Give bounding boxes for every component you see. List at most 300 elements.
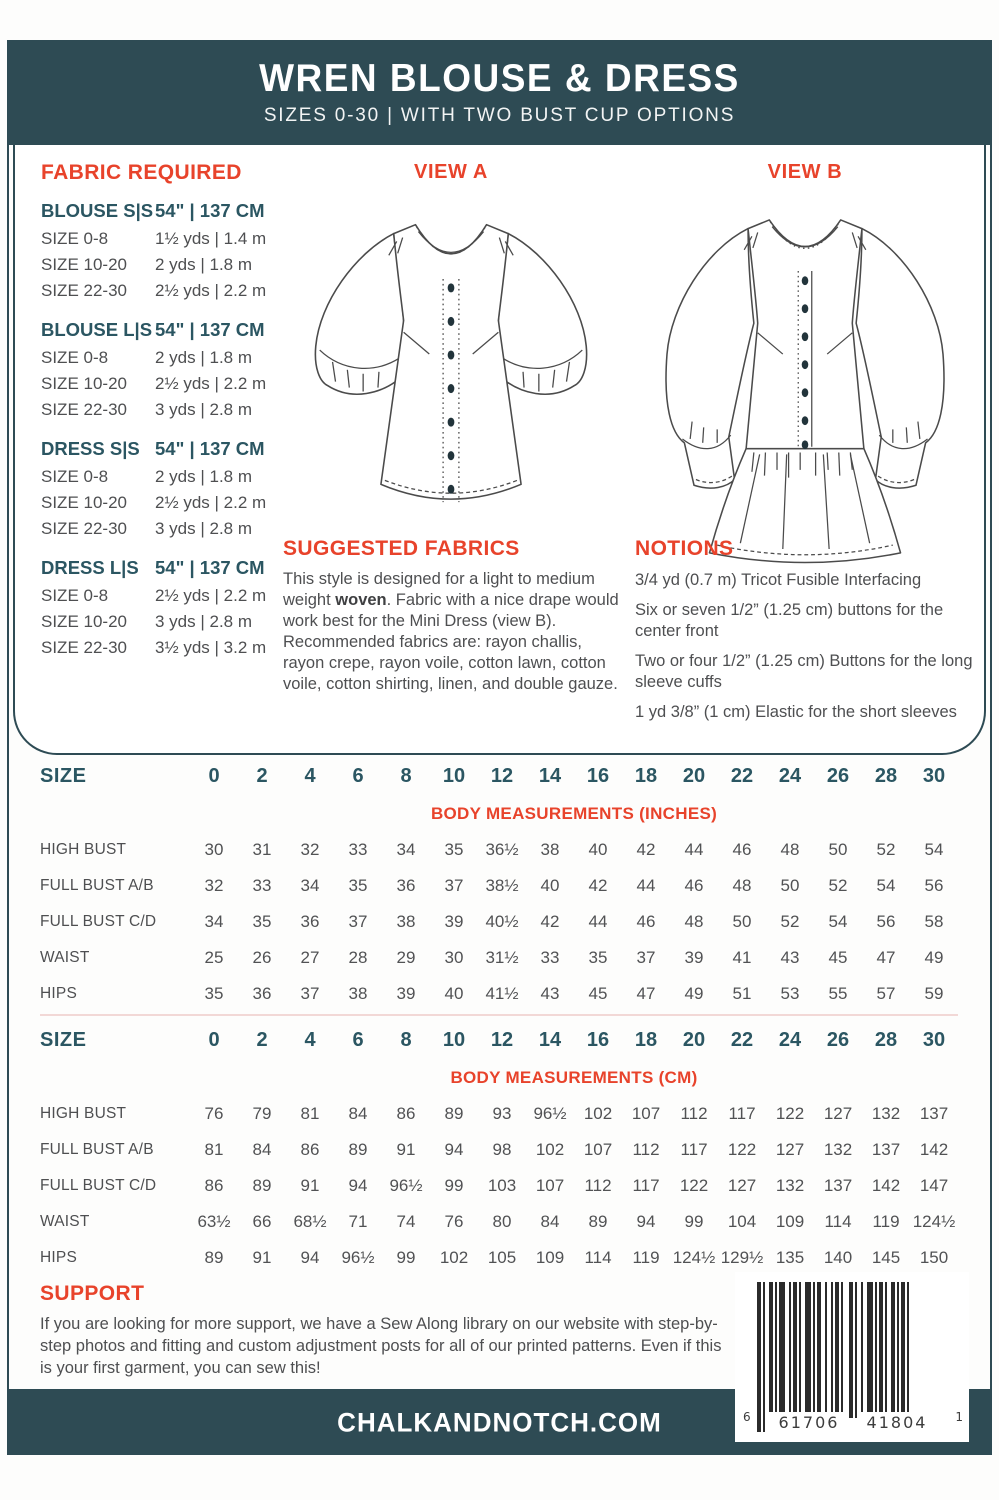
measurement-value: 27 bbox=[300, 948, 320, 967]
measurement-value: 122 bbox=[775, 1104, 805, 1123]
measurement-value: 51 bbox=[732, 984, 752, 1003]
fabric-group-name: DRESS S|S bbox=[41, 438, 140, 459]
fabric-yardage: 3 yds | 2.8 m bbox=[155, 519, 253, 538]
fabric-row bbox=[41, 516, 281, 542]
measurement-label: HIPS bbox=[40, 985, 77, 1002]
suggested-fabrics-text bbox=[283, 569, 619, 695]
measurement-value: 109 bbox=[535, 1248, 565, 1267]
table-section-title-row bbox=[40, 1060, 958, 1096]
measurement-value: 52 bbox=[876, 840, 896, 859]
size-column-header: 24 bbox=[778, 1028, 802, 1051]
size-column-header: 22 bbox=[730, 1028, 754, 1051]
measurement-value: 38½ bbox=[485, 876, 519, 895]
size-column-header: 0 bbox=[208, 764, 220, 787]
measurement-value: 39 bbox=[444, 912, 464, 931]
measurement-value: 80 bbox=[492, 1212, 512, 1231]
measurement-value: 34 bbox=[204, 912, 224, 931]
fabric-yardage: 1½ yds | 1.4 m bbox=[155, 229, 267, 248]
fabric-row bbox=[41, 635, 281, 661]
measurement-value: 66 bbox=[252, 1212, 272, 1231]
measurement-value: 32 bbox=[204, 876, 224, 895]
view-a-section bbox=[281, 161, 621, 525]
measurement-value: 35 bbox=[252, 912, 272, 931]
measurement-value: 68½ bbox=[293, 1212, 327, 1231]
measurement-row bbox=[40, 1096, 958, 1132]
size-column-header: 30 bbox=[922, 1028, 946, 1051]
measurement-value: 119 bbox=[872, 1212, 900, 1231]
measurement-value: 94 bbox=[300, 1248, 320, 1267]
fabric-group-header bbox=[41, 200, 281, 222]
measurement-value: 49 bbox=[684, 984, 704, 1003]
measurement-row bbox=[40, 1168, 958, 1204]
measurement-label: FULL BUST C/D bbox=[40, 1177, 157, 1194]
measurement-label: HIGH BUST bbox=[40, 1105, 127, 1122]
measurement-value: 74 bbox=[396, 1212, 416, 1231]
measurement-value: 107 bbox=[583, 1140, 613, 1159]
fabric-yardage: 2 yds | 1.8 m bbox=[155, 348, 253, 367]
size-header-label: SIZE bbox=[40, 764, 87, 787]
measurement-value: 147 bbox=[919, 1176, 949, 1195]
measurement-value: 41½ bbox=[485, 984, 519, 1003]
measurement-value: 98 bbox=[492, 1140, 512, 1159]
fabric-group-name: DRESS L|S bbox=[41, 557, 139, 578]
fabric-row bbox=[41, 226, 281, 252]
suggested-fabrics-bold-word: woven bbox=[335, 591, 387, 609]
measurement-value: 137 bbox=[919, 1104, 949, 1123]
size-column-header: 14 bbox=[538, 764, 562, 787]
measurement-value: 38 bbox=[540, 840, 560, 859]
measurement-row bbox=[40, 1240, 958, 1276]
measurement-value: 96½ bbox=[533, 1104, 567, 1123]
measurement-value: 114 bbox=[824, 1212, 852, 1231]
measurement-value: 137 bbox=[871, 1140, 901, 1159]
measurement-value: 40½ bbox=[485, 912, 519, 931]
measurement-value: 36½ bbox=[485, 840, 519, 859]
fabric-group bbox=[41, 557, 281, 661]
measurement-value: 55 bbox=[828, 984, 848, 1003]
measurement-value: 89 bbox=[444, 1104, 464, 1123]
measurement-value: 81 bbox=[204, 1140, 224, 1159]
fabric-yardage: 3 yds | 2.8 m bbox=[155, 612, 253, 631]
size-column-header: 6 bbox=[352, 764, 364, 787]
measurement-value: 71 bbox=[348, 1212, 368, 1231]
view-a-label: VIEW A bbox=[414, 161, 488, 183]
measurement-value: 127 bbox=[775, 1140, 805, 1159]
measurement-row bbox=[40, 904, 958, 940]
size-column-header: 12 bbox=[490, 1028, 514, 1051]
measurement-value: 52 bbox=[780, 912, 800, 931]
measurement-value: 50 bbox=[780, 876, 800, 895]
suggested-fabrics-intro: This style is designed for a light to medium weight bbox=[283, 570, 595, 609]
measurement-value: 76 bbox=[444, 1212, 464, 1231]
measurement-value: 132 bbox=[823, 1140, 853, 1159]
fabric-size-range: SIZE 0-8 bbox=[41, 467, 109, 486]
fabric-groups bbox=[41, 200, 281, 661]
fabric-group-header bbox=[41, 557, 281, 579]
fabric-yardage: 2½ yds | 2.2 m bbox=[155, 374, 267, 393]
fabric-required-section bbox=[41, 161, 281, 661]
measurement-value: 93 bbox=[492, 1104, 512, 1123]
fabric-size-range: SIZE 0-8 bbox=[41, 229, 109, 248]
fabric-group-header bbox=[41, 438, 281, 460]
fabric-size-range: SIZE 0-8 bbox=[41, 586, 109, 605]
notions-heading: NOTIONS bbox=[635, 537, 734, 560]
measurement-value: 105 bbox=[487, 1248, 517, 1267]
measurement-value: 33 bbox=[540, 948, 560, 967]
measurement-value: 42 bbox=[636, 840, 656, 859]
measurement-value: 150 bbox=[919, 1248, 949, 1267]
fabric-group-header bbox=[41, 319, 281, 341]
measurement-value: 107 bbox=[535, 1176, 565, 1195]
measurement-value: 127 bbox=[727, 1176, 757, 1195]
measurement-value: 107 bbox=[631, 1104, 661, 1123]
notion-item: Six or seven 1/2” (1.25 cm) buttons for the center front bbox=[635, 601, 944, 640]
fabric-row bbox=[41, 278, 281, 304]
view-b-section bbox=[625, 161, 985, 581]
measurement-value: 53 bbox=[780, 984, 800, 1003]
fabric-row bbox=[41, 464, 281, 490]
notions-section bbox=[635, 537, 983, 723]
measurement-value: 129½ bbox=[720, 1248, 764, 1267]
fabric-row bbox=[41, 583, 281, 609]
measurement-value: 119 bbox=[632, 1248, 660, 1267]
measurement-label: WAIST bbox=[40, 949, 90, 966]
measurement-value: 58 bbox=[924, 912, 944, 931]
measurement-value: 96½ bbox=[389, 1176, 423, 1195]
measurement-value: 84 bbox=[252, 1140, 272, 1159]
size-column-header: 24 bbox=[778, 764, 802, 787]
measurement-row bbox=[40, 1204, 958, 1240]
fabric-group bbox=[41, 200, 281, 304]
measurement-value: 79 bbox=[252, 1104, 272, 1123]
fabric-group-name: BLOUSE L|S bbox=[41, 319, 153, 340]
fabric-size-range: SIZE 0-8 bbox=[41, 348, 109, 367]
fabric-size-range: SIZE 22-30 bbox=[41, 281, 127, 300]
measurement-value: 89 bbox=[252, 1176, 272, 1195]
measurement-value: 103 bbox=[487, 1176, 517, 1195]
measurement-value: 44 bbox=[684, 840, 704, 859]
fabric-row bbox=[41, 345, 281, 371]
measurement-value: 86 bbox=[204, 1176, 224, 1195]
measurement-value: 84 bbox=[348, 1104, 368, 1123]
fabric-row bbox=[41, 397, 281, 423]
measurement-value: 37 bbox=[444, 876, 464, 895]
measurement-value: 50 bbox=[828, 840, 848, 859]
measurement-value: 117 bbox=[680, 1140, 708, 1159]
measurement-row bbox=[40, 940, 958, 976]
measurement-value: 102 bbox=[439, 1248, 469, 1267]
measurement-value: 37 bbox=[348, 912, 368, 931]
measurement-value: 47 bbox=[636, 984, 656, 1003]
size-column-header: 14 bbox=[538, 1028, 562, 1051]
fabric-group bbox=[41, 438, 281, 542]
view-b-label: VIEW B bbox=[767, 161, 843, 183]
size-column-header: 26 bbox=[826, 1028, 850, 1051]
measurement-value: 104 bbox=[727, 1212, 757, 1231]
fabric-row bbox=[41, 252, 281, 278]
table-section-title: BODY MEASUREMENTS (CM) bbox=[450, 1068, 698, 1087]
measurement-value: 41 bbox=[732, 948, 752, 967]
measurement-value: 132 bbox=[871, 1104, 901, 1123]
size-column-header: 8 bbox=[400, 764, 412, 787]
measurement-value: 31 bbox=[252, 840, 272, 859]
website-url: CHALKANDNOTCH.COM bbox=[337, 1405, 662, 1438]
measurement-value: 56 bbox=[876, 912, 896, 931]
measurement-label: HIGH BUST bbox=[40, 841, 127, 858]
fabric-group-name: BLOUSE S|S bbox=[41, 200, 154, 221]
size-column-header: 20 bbox=[682, 764, 706, 787]
measurement-table bbox=[40, 756, 958, 1012]
measurement-value: 40 bbox=[588, 840, 608, 859]
notion-item: 3/4 yd (0.7 m) Tricot Fusible Interfacing bbox=[635, 571, 922, 589]
measurement-value: 33 bbox=[252, 876, 272, 895]
size-column-header: 28 bbox=[874, 764, 898, 787]
measurement-label: FULL BUST C/D bbox=[40, 913, 157, 930]
measurement-value: 40 bbox=[540, 876, 560, 895]
size-column-header: 6 bbox=[352, 1028, 364, 1051]
measurement-value: 117 bbox=[728, 1104, 756, 1123]
size-column-header: 2 bbox=[256, 1028, 268, 1051]
measurement-value: 89 bbox=[204, 1248, 224, 1267]
size-column-header: 4 bbox=[304, 1028, 316, 1051]
measurement-value: 39 bbox=[684, 948, 704, 967]
barcode-digits-group1: 61706 bbox=[769, 1412, 849, 1434]
measurement-value: 48 bbox=[732, 876, 752, 895]
measurement-value: 59 bbox=[924, 984, 944, 1003]
size-column-header: 8 bbox=[400, 1028, 412, 1051]
measurement-value: 35 bbox=[588, 948, 608, 967]
fabric-yardage: 2½ yds | 2.2 m bbox=[155, 493, 267, 512]
size-header-label: SIZE bbox=[40, 1028, 87, 1051]
measurement-value: 46 bbox=[636, 912, 656, 931]
size-column-header: 10 bbox=[442, 1028, 466, 1051]
barcode-suffix-digit: 1 bbox=[955, 1410, 963, 1424]
measurement-value: 122 bbox=[679, 1176, 709, 1195]
measurement-value: 43 bbox=[780, 948, 800, 967]
measurement-value: 91 bbox=[300, 1176, 320, 1195]
measurement-value: 137 bbox=[823, 1176, 853, 1195]
measurement-value: 54 bbox=[876, 876, 896, 895]
measurement-value: 32 bbox=[300, 840, 320, 859]
measurement-label: WAIST bbox=[40, 1213, 90, 1230]
fabric-yardage: 3 yds | 2.8 m bbox=[155, 400, 253, 419]
measurement-value: 48 bbox=[684, 912, 704, 931]
size-column-header: 30 bbox=[922, 764, 946, 787]
measurement-value: 102 bbox=[583, 1104, 613, 1123]
measurement-value: 99 bbox=[396, 1248, 416, 1267]
measurement-value: 81 bbox=[300, 1104, 320, 1123]
view-a-illustration bbox=[298, 190, 604, 520]
measurement-value: 45 bbox=[588, 984, 608, 1003]
measurement-value: 140 bbox=[823, 1248, 853, 1267]
header-band bbox=[7, 40, 992, 145]
measurement-value: 145 bbox=[871, 1248, 901, 1267]
fabric-yardage: 2 yds | 1.8 m bbox=[155, 255, 253, 274]
size-column-header: 18 bbox=[634, 764, 658, 787]
measurement-value: 142 bbox=[871, 1176, 901, 1195]
fabric-yardage: 2 yds | 1.8 m bbox=[155, 467, 253, 486]
measurement-value: 42 bbox=[540, 912, 560, 931]
measurement-value: 50 bbox=[732, 912, 752, 931]
measurement-value: 122 bbox=[727, 1140, 757, 1159]
support-heading: SUPPORT bbox=[40, 1282, 145, 1305]
measurement-value: 89 bbox=[588, 1212, 608, 1231]
notion-item: 1 yd 3/8” (1 cm) Elastic for the short sleeves bbox=[635, 703, 957, 721]
barcode-space bbox=[909, 1282, 913, 1418]
measurement-value: 112 bbox=[680, 1104, 708, 1123]
notions-list bbox=[635, 570, 983, 723]
measurement-value: 43 bbox=[540, 984, 560, 1003]
measurement-value: 127 bbox=[823, 1104, 853, 1123]
suggested-fabrics-section bbox=[283, 537, 619, 695]
measurement-value: 142 bbox=[919, 1140, 949, 1159]
fabric-size-range: SIZE 10-20 bbox=[41, 612, 127, 631]
measurement-value: 57 bbox=[876, 984, 896, 1003]
page-border-left bbox=[7, 143, 9, 1391]
measurement-value: 91 bbox=[396, 1140, 416, 1159]
measurement-row bbox=[40, 868, 958, 904]
barcode-bars bbox=[757, 1282, 953, 1432]
measurement-row bbox=[40, 976, 958, 1012]
barcode-prefix-digit: 6 bbox=[743, 1410, 751, 1424]
size-column-header: 28 bbox=[874, 1028, 898, 1051]
size-header-row bbox=[40, 756, 958, 796]
measurement-value: 46 bbox=[732, 840, 752, 859]
size-column-header: 20 bbox=[682, 1028, 706, 1051]
measurement-value: 30 bbox=[204, 840, 224, 859]
size-column-header: 16 bbox=[586, 764, 610, 787]
support-text: If you are looking for more support, we have a Sew Along library on our website with step-by-step photos and fitting and custom adjustment posts for all of our printed patterns. Even if this is your first garment, you can sew this! bbox=[40, 1315, 722, 1377]
measurement-value: 28 bbox=[348, 948, 368, 967]
suggested-fabrics-rest: . Fabric with a nice drape would work best for the Mini Dress (view B). Recommended fabrics are: rayon challis, rayon crepe, rayon voile, cotton lawn, cotton voile, cotton shirting, linen, and double gauze. bbox=[283, 591, 619, 693]
measurement-value: 44 bbox=[636, 876, 656, 895]
measurement-value: 89 bbox=[348, 1140, 368, 1159]
measurement-value: 102 bbox=[535, 1140, 565, 1159]
fabric-width: 54" | 137 CM bbox=[155, 319, 265, 340]
measurement-value: 34 bbox=[300, 876, 320, 895]
measurement-value: 94 bbox=[444, 1140, 464, 1159]
measurement-value: 34 bbox=[396, 840, 416, 859]
size-column-header: 10 bbox=[442, 764, 466, 787]
pattern-subtitle: SIZES 0-30 | WITH TWO BUST CUP OPTIONS bbox=[263, 105, 736, 126]
measurement-value: 38 bbox=[348, 984, 368, 1003]
table-section-title-row bbox=[40, 796, 958, 832]
fabric-width: 54" | 137 CM bbox=[155, 200, 265, 221]
measurement-value: 63½ bbox=[197, 1212, 231, 1231]
measurement-value: 135 bbox=[775, 1248, 805, 1267]
measurement-value: 26 bbox=[252, 948, 272, 967]
measurement-value: 124½ bbox=[672, 1248, 716, 1267]
measurement-row bbox=[40, 1132, 958, 1168]
fabric-row bbox=[41, 609, 281, 635]
fabric-yardage: 2½ yds | 2.2 m bbox=[155, 586, 267, 605]
fabric-size-range: SIZE 10-20 bbox=[41, 255, 127, 274]
measurement-value: 109 bbox=[775, 1212, 805, 1231]
measurement-value: 94 bbox=[636, 1212, 656, 1231]
measurement-value: 45 bbox=[828, 948, 848, 967]
size-column-header: 2 bbox=[256, 764, 268, 787]
table-section-title: BODY MEASUREMENTS (INCHES) bbox=[430, 804, 718, 823]
measurement-value: 99 bbox=[684, 1212, 704, 1231]
measurement-value: 56 bbox=[924, 876, 944, 895]
size-column-header: 12 bbox=[490, 764, 514, 787]
measurement-value: 91 bbox=[252, 1248, 272, 1267]
barcode bbox=[735, 1272, 969, 1442]
size-column-header: 22 bbox=[730, 764, 754, 787]
size-column-header: 4 bbox=[304, 764, 316, 787]
fabric-width: 54" | 137 CM bbox=[155, 557, 265, 578]
measurement-value: 42 bbox=[588, 876, 608, 895]
measurement-value: 39 bbox=[396, 984, 416, 1003]
fabric-yardage: 2½ yds | 2.2 m bbox=[155, 281, 267, 300]
size-header-row bbox=[40, 1020, 958, 1060]
measurement-value: 33 bbox=[348, 840, 368, 859]
support-section bbox=[40, 1282, 730, 1379]
measurement-value: 54 bbox=[924, 840, 944, 859]
fabric-size-range: SIZE 22-30 bbox=[41, 519, 127, 538]
measurement-label: HIPS bbox=[40, 1249, 77, 1266]
measurement-value: 44 bbox=[588, 912, 608, 931]
fabric-row bbox=[41, 490, 281, 516]
fabric-size-range: SIZE 22-30 bbox=[41, 400, 127, 419]
fabric-size-range: SIZE 22-30 bbox=[41, 638, 127, 657]
view-b-illustration bbox=[640, 190, 970, 576]
measurement-value: 36 bbox=[252, 984, 272, 1003]
fabric-yardage: 3½ yds | 3.2 m bbox=[155, 638, 267, 657]
measurement-value: 112 bbox=[632, 1140, 660, 1159]
measurement-value: 25 bbox=[204, 948, 224, 967]
measurement-value: 112 bbox=[584, 1176, 612, 1195]
fabric-width: 54" | 137 CM bbox=[155, 438, 265, 459]
measurement-label: FULL BUST A/B bbox=[40, 877, 154, 894]
fabric-size-range: SIZE 10-20 bbox=[41, 493, 127, 512]
info-card bbox=[13, 145, 986, 755]
measurement-value: 37 bbox=[300, 984, 320, 1003]
size-column-header: 18 bbox=[634, 1028, 658, 1051]
measurement-value: 52 bbox=[828, 876, 848, 895]
fabric-required-heading: FABRIC REQUIRED bbox=[41, 161, 242, 184]
measurement-value: 114 bbox=[584, 1248, 612, 1267]
barcode-digits-group2: 41804 bbox=[857, 1412, 937, 1434]
fabric-group bbox=[41, 319, 281, 423]
measurement-value: 132 bbox=[775, 1176, 805, 1195]
measurement-value: 124½ bbox=[912, 1212, 956, 1231]
measurement-value: 38 bbox=[396, 912, 416, 931]
measurement-value: 117 bbox=[632, 1176, 660, 1195]
measurement-value: 96½ bbox=[341, 1248, 375, 1267]
pattern-title: WREN BLOUSE & DRESS bbox=[259, 56, 740, 100]
size-column-header: 26 bbox=[826, 764, 850, 787]
measurement-row bbox=[40, 832, 958, 868]
measurement-value: 84 bbox=[540, 1212, 560, 1231]
size-column-header: 16 bbox=[586, 1028, 610, 1051]
measurement-value: 36 bbox=[300, 912, 320, 931]
measurement-value: 54 bbox=[828, 912, 848, 931]
measurement-value: 35 bbox=[348, 876, 368, 895]
measurement-value: 49 bbox=[924, 948, 944, 967]
size-tables bbox=[40, 756, 958, 1276]
measurement-value: 37 bbox=[636, 948, 656, 967]
fabric-row bbox=[41, 371, 281, 397]
measurement-label: FULL BUST A/B bbox=[40, 1141, 154, 1158]
measurement-value: 29 bbox=[396, 948, 416, 967]
measurement-value: 40 bbox=[444, 984, 464, 1003]
suggested-fabrics-heading: SUGGESTED FABRICS bbox=[283, 537, 520, 560]
measurement-value: 48 bbox=[780, 840, 800, 859]
measurement-table bbox=[40, 1020, 958, 1276]
measurement-value: 76 bbox=[204, 1104, 224, 1123]
measurement-value: 47 bbox=[876, 948, 896, 967]
